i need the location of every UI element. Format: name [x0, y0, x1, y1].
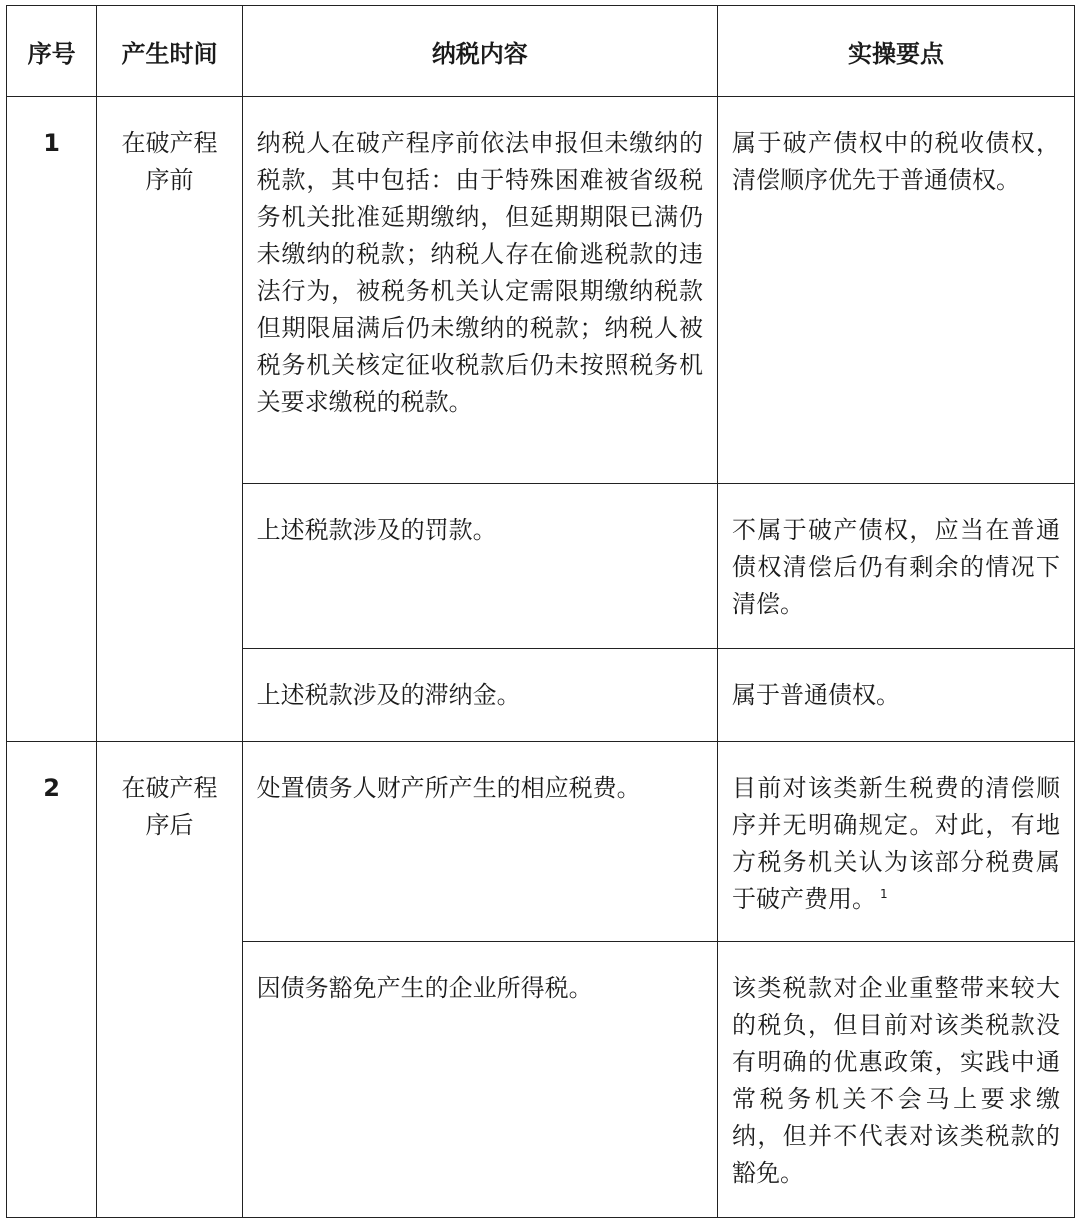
time-line: 在破产程: [121, 129, 218, 157]
time-line: 在破产程: [121, 774, 218, 802]
seq-cell: 1: [7, 97, 97, 742]
time-cell: [97, 742, 242, 1218]
header-note: 实操要点: [717, 6, 1074, 97]
table-row: [7, 742, 1075, 942]
content-cell: 处置债务人财产所产生的相应税费。: [242, 742, 717, 942]
content-cell: 上述税款涉及的罚款。: [242, 484, 717, 649]
time-line: 序后: [145, 811, 194, 839]
note-text: 目前对该类新生税费的清偿顺序并无明确规定。对此，有地方税务机关认为该部分税费属于破产费用。: [731, 774, 1060, 913]
seq-cell: 2: [7, 742, 97, 1218]
header-seq: 序号: [7, 6, 97, 97]
content-cell: 因债务豁免产生的企业所得税。: [242, 942, 717, 1218]
content-cell: 纳税人在破产程序前依法申报但未缴纳的税款，其中包括：由于特殊困难被省级税务机关批准延期缴纳，但延期期限已满仍未缴纳的税款；纳税人存在偷逃税款的违法行为，被税务机关认定需限期缴纳税款但期限届满后仍未缴纳的税款；纳税人被税务机关核定征收税款后仍未按照税务机关要求缴税的税款。: [242, 97, 717, 484]
note-cell: [717, 742, 1074, 942]
note-cell: 不属于破产债权，应当在普通债权清偿后仍有剩余的情况下清偿。: [717, 484, 1074, 649]
header-row: [7, 6, 1075, 97]
time-line: 序前: [145, 166, 194, 194]
header-time: 产生时间: [97, 6, 242, 97]
footnote-marker[interactable]: 1: [879, 887, 888, 901]
tax-table: [6, 5, 1075, 1218]
content-cell: 上述税款涉及的滞纳金。: [242, 649, 717, 742]
table-row: [7, 97, 1075, 484]
header-content: 纳税内容: [242, 6, 717, 97]
time-cell: [97, 97, 242, 742]
note-cell: 属于普通债权。: [717, 649, 1074, 742]
note-cell: 属于破产债权中的税收债权，清偿顺序优先于普通债权。: [717, 97, 1074, 484]
note-cell: 该类税款对企业重整带来较大的税负，但目前对该类税款没有明确的优惠政策，实践中通常税务机关不会马上要求缴纳，但并不代表对该类税款的豁免。: [717, 942, 1074, 1218]
